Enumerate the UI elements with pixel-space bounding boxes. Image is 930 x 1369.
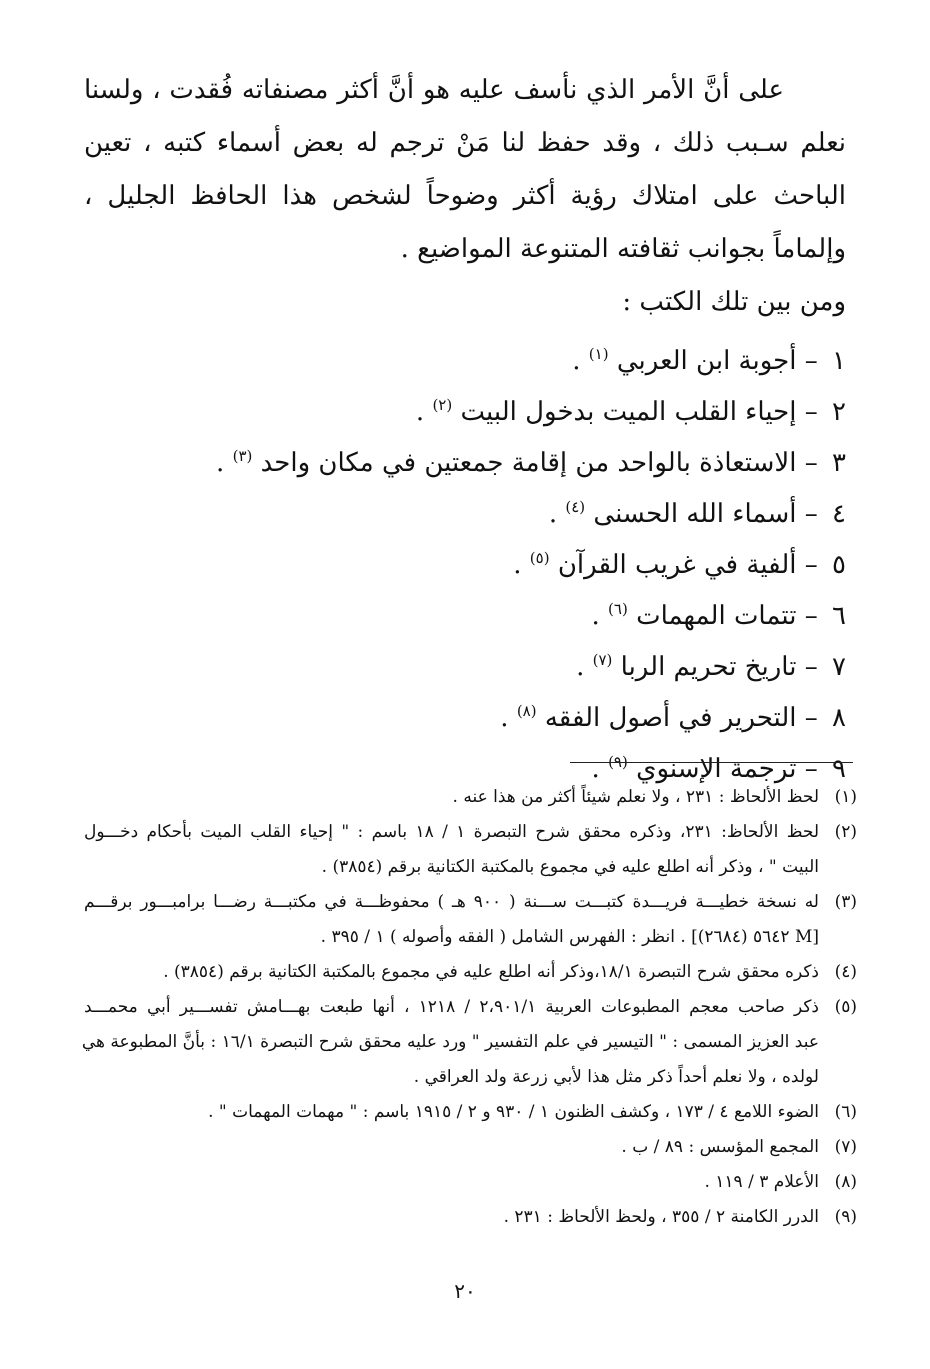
book-end: . — [415, 397, 425, 427]
book-item — [84, 686, 846, 737]
footnote-line: لحظ الألحاظ : ٢٣١ ، ولا نعلم شيئاً أكثر من هذا عنه . — [452, 787, 819, 807]
book-title: تتمات المهمات — [636, 601, 797, 631]
footnote-line: عبد العزيز المسمى : " التيسير في علم التفسير " ورد عليه محقق شرح التبصرة ١٦/١ : بأنَّ المطبوعة هي — [81, 1032, 819, 1052]
footnote — [84, 1165, 857, 1200]
dash: – — [804, 703, 818, 733]
footnote-line: له نسخة خطيـــة فريـــدة كتبـــت ســـنة ( ٩٠٠ هـ ) محفوظـــة في مكتبـــة رضـــا برامبـــور برقـــم — [84, 892, 819, 912]
footnote-line: [M ٥٦٤٢ (٢٦٨٤)] . انظر : الفهرس الشامل ( الفقه وأصوله ) ١ / ٣٩٥ . — [320, 927, 819, 947]
footnote — [84, 885, 857, 955]
footnote-ref: (٤) — [565, 498, 586, 516]
intro-paragraph — [84, 64, 846, 276]
books-intro: ومن بين تلك الكتب : — [622, 287, 846, 317]
book-title: إحياء القلب الميت بدخول البيت — [460, 397, 797, 427]
footnote — [84, 815, 857, 885]
book-number: ٨ — [832, 703, 846, 733]
book-number: ٥ — [832, 550, 846, 580]
footnote-line: البيت " ، وذكر أنه اطلع عليه في مجموع بالمكتبة الكتانية برقم (٣٨٥٤) . — [321, 857, 819, 877]
footnote-ref: (٧) — [592, 651, 613, 669]
footnote-divider — [570, 762, 853, 763]
footnote — [84, 955, 857, 990]
footnote-line: لولده ، ولا نعلم أحداً ذكر مثل هذا لأبي زرعة ولد العراقي . — [413, 1067, 819, 1087]
book-number: ٤ — [832, 499, 846, 529]
footnote — [84, 1200, 857, 1235]
book-item — [84, 380, 846, 431]
footnote-ref: (٥) — [529, 549, 550, 567]
footnote-number: (٢) — [834, 822, 857, 842]
footnote-number: (٧) — [834, 1137, 857, 1157]
book-number: ٦ — [832, 601, 846, 631]
dash: – — [804, 499, 818, 529]
book-item — [84, 482, 846, 533]
footnote-number: (٨) — [834, 1172, 857, 1192]
book-end: . — [591, 601, 600, 631]
footnote-number: (١) — [834, 787, 857, 807]
book-number: ٣ — [832, 448, 846, 478]
book-item — [84, 431, 846, 482]
book-list — [84, 329, 846, 788]
paragraph-line: ذلك ، وقد حفظ لنا مَنْ ترجم له بعض أسماء كتبه ، تعين الباحث على امتلاك رؤية أكثر — [84, 128, 847, 211]
dash: – — [804, 448, 818, 478]
book-title: التحرير في أصول الفقه — [544, 703, 797, 733]
book-title: ألفية في غريب القرآن — [557, 550, 797, 580]
book-title: تاريخ تحريم الربا — [620, 652, 797, 682]
footnote-number: (٩) — [834, 1207, 857, 1227]
book-item — [84, 584, 846, 635]
book-end: . — [500, 703, 509, 733]
footnote-ref: (٩) — [608, 753, 628, 771]
book-end: . — [216, 448, 225, 478]
footnote-line: ذكره محقق شرح التبصرة ١٨/١،وذكر أنه اطلع عليه في مجموع بالمكتبة الكتانية برقم (٣٨٥٤) . — [163, 962, 819, 982]
page-number: ٢٠ — [454, 1279, 476, 1303]
footnote-ref: (٦) — [608, 600, 628, 618]
book-end: . — [572, 346, 581, 376]
book-end: . — [576, 652, 585, 682]
book-number: ٧ — [832, 652, 846, 682]
footnote-line: المجمع المؤسس : ٨٩ / ب . — [621, 1137, 819, 1157]
main-text — [84, 64, 846, 788]
book-title: أجوبة ابن العربي — [616, 346, 797, 376]
footnote-line: ذكر صاحب معجم المطبوعات العربية ٢،٩٠١/١ / ١٢١٨ ، أنها طبعت بهـــامش تفســـير أبي محمـــد — [84, 997, 819, 1017]
book-item — [84, 635, 846, 686]
footnote-ref: (٣) — [232, 447, 253, 465]
dash: – — [804, 652, 818, 682]
footnote — [81, 990, 857, 1095]
footnote-number: (٥) — [834, 997, 857, 1017]
dash: – — [804, 550, 818, 580]
footnote-ref: (١) — [588, 345, 609, 363]
book-end: . — [548, 499, 558, 529]
footnote — [84, 1095, 857, 1130]
footnote-number: (٤) — [834, 962, 857, 982]
book-number: ٩ — [832, 754, 846, 784]
footnote-number: (٦) — [834, 1102, 857, 1122]
dash: – — [804, 601, 818, 631]
footnote — [84, 1130, 857, 1165]
dash: – — [804, 346, 818, 376]
footnote — [84, 780, 857, 815]
footnote-line: لحظ الألحاظ: ٢٣١، وذكره محقق شرح التبصرة ١ / ١٨ باسم : " إحياء القلب الميت بأحكام دخـــول — [84, 822, 819, 842]
book-title: الاستعاذة بالواحد من إقامة جمعتين في مكان واحد — [260, 448, 797, 478]
dash: – — [804, 754, 818, 784]
paragraph-line: على أنَّ الأمر الذي نأسف عليه هو أنَّ أكثر مصنفاته فُقدت ، ولسنا نعلم سـبب — [84, 75, 847, 158]
book-title: ترجمة الإسنوي — [636, 754, 797, 784]
footnote-line: الدرر الكامنة ٢ / ٣٥٥ ، ولحظ الألحاظ : ٢٣١ . — [503, 1207, 819, 1227]
book-number: ١ — [832, 346, 846, 376]
book-title: أسماء الله الحسنى — [593, 499, 797, 529]
book-item — [84, 533, 846, 584]
paragraph-line: وضوحاً لشخص هذا الحافظ الجليل ، وإلماماً بجوانب ثقافته المتنوعة المواضيع . — [84, 181, 846, 264]
footnotes — [81, 780, 857, 1235]
footnote-ref: (٢) — [432, 396, 453, 414]
footnote-number: (٣) — [834, 892, 857, 912]
footnote-ref: (٨) — [516, 702, 537, 720]
footnote-line: الأعلام ٣ / ١١٩ . — [704, 1172, 819, 1192]
dash: – — [804, 397, 818, 427]
book-end: . — [591, 754, 600, 784]
footnote-line: الضوء اللامع ٤ / ١٧٣ ، وكشف الظنون ١ / ٩٣٠ و ٢ / ١٩١٥ باسم : " مهمات المهمات " . — [208, 1102, 819, 1122]
book-end: . — [513, 550, 522, 580]
book-number: ٢ — [832, 397, 846, 427]
book-item — [84, 329, 846, 380]
